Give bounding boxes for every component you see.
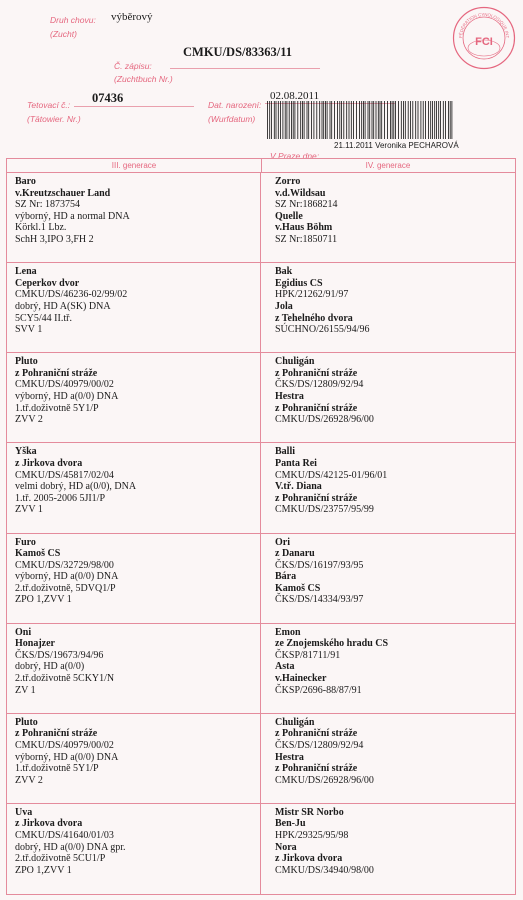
pedigree-line: z Pohraniční stráže — [275, 763, 358, 775]
pedigree-line: Ben-Ju — [275, 818, 306, 830]
pedigree-line: ze Znojemského hradu CS — [275, 638, 389, 650]
gen4-cell — [261, 804, 515, 894]
pedigree-line: Quelle — [275, 210, 303, 222]
pedigree-line: Egidius CS — [275, 277, 323, 289]
pedigree-line: ČKSP/81711/91 — [275, 649, 341, 661]
gen4-cell — [261, 443, 515, 532]
registration-number: CMKU/DS/83363/11 — [183, 45, 293, 59]
gen4-cell — [261, 714, 515, 803]
pedigree-line: CMKU/DS/23757/95/99 — [275, 504, 374, 516]
seal-center: FCI — [475, 36, 493, 48]
pedigree-line: z Jirkova dvora — [275, 853, 343, 865]
pedigree-line: Hestra — [275, 391, 304, 403]
pedigree-line: 2.tř.doživotně 5CU1/P — [15, 853, 106, 865]
pedigree-line: velmi dobrý, HD a(0/0), DNA — [15, 481, 137, 493]
pedigree-line: v.Hainecker — [275, 673, 327, 684]
gen3-cell — [7, 804, 261, 894]
pedigree-line: ČKS/DS/19673/94/96 — [15, 649, 104, 661]
birth-date-value: 02.08.2011 — [270, 90, 320, 102]
header-gen-4: IV. generace — [261, 159, 515, 173]
pedigree-line: Zorro — [275, 176, 301, 187]
pedigree-line: Balli — [275, 446, 296, 458]
pedigree-line: z Tehelného dvora — [275, 312, 353, 324]
gen4-cell — [261, 263, 515, 352]
gen3-cell — [7, 624, 261, 713]
tattoo-label-de: (Tätowier. Nr.) — [27, 114, 81, 124]
pedigree-line: Lena — [15, 266, 37, 278]
pedigree-line: Ceperkov dvor — [15, 277, 80, 289]
pedigree-line: Nora — [275, 841, 297, 853]
pedigree-line: v.d.Wildsau — [275, 187, 326, 199]
breed-label-de: (Zucht) — [50, 29, 77, 39]
pedigree-line: Jola — [275, 300, 293, 312]
pedigree-row — [7, 263, 515, 353]
pedigree-line: CMKU/DS/41640/01/03 — [15, 830, 114, 842]
pedigree-line: SÚCHNO/26155/94/96 — [275, 324, 370, 336]
pedigree-line: ZVV 1 — [15, 504, 43, 516]
pedigree-line: ČKS/DS/12809/92/94 — [275, 739, 364, 751]
pedigree-line: z Pohraniční stráže — [15, 728, 98, 740]
pedigree-row — [7, 534, 515, 624]
pedigree-line: CMKU/DS/45817/02/04 — [15, 469, 114, 481]
pedigree-line: výborný, HD a normal DNA — [15, 210, 130, 222]
pedigree-line: z Danaru — [275, 548, 315, 560]
pedigree-line: ZPO 1,ZVV 1 — [15, 864, 72, 876]
pedigree-line: Bak — [275, 266, 293, 278]
pedigree-line: v.Kreutzschauer Land — [15, 187, 111, 199]
gen3-cell — [7, 534, 261, 623]
pedigree-line: 2.tř.doživotně 5CKY1/N — [15, 673, 115, 684]
pedigree-line: HPK/21262/91/97 — [275, 289, 349, 301]
signature: 21.11.2011 Veronika PECHAROVÁ — [334, 141, 459, 150]
pedigree-line: ČKS/DS/12809/92/94 — [275, 379, 364, 391]
pedigree-line: Baro — [15, 176, 36, 187]
pedigree-line: ČKS/DS/16197/93/95 — [275, 559, 364, 571]
pedigree-line: v.Haus Böhm — [275, 222, 333, 234]
pedigree-line: ZV 1 — [15, 684, 36, 696]
pedigree-line: SZ Nr:1850711 — [275, 233, 338, 245]
pedigree-line: Pluto — [15, 716, 38, 728]
breed-label: Druh chovu: — [50, 15, 96, 25]
pedigree-line: Chuligán — [275, 356, 315, 368]
pedigree-line: Kamoš CS — [15, 548, 61, 560]
pedigree-line: SVV 1 — [15, 324, 43, 336]
pedigree-line: dobrý, HD A(SK) DNA — [15, 300, 111, 312]
tattoo-number: 07436 — [92, 91, 124, 105]
pedigree-line: z Pohraniční stráže — [275, 367, 358, 379]
gen4-cell — [261, 534, 515, 623]
pedigree-line: z Pohraniční stráže — [15, 367, 98, 379]
pedigree-line: ČKSP/2696-88/87/91 — [275, 684, 362, 696]
pedigree-line: CMKU/DS/32729/98/00 — [15, 559, 114, 571]
pedigree-row — [7, 173, 515, 263]
pedigree-line: Pluto — [15, 356, 38, 368]
pedigree-line: Körkl.1 Lbz. — [15, 222, 67, 234]
pedigree-line: výborný, HD a(0/0) DNA — [15, 751, 119, 763]
studbook-label: Č. zápisu: — [114, 61, 152, 71]
pedigree-line: CMKU/DS/34940/98/00 — [275, 864, 374, 876]
pedigree-line: SchH 3,IPO 3,FH 2 — [15, 233, 94, 245]
pedigree-line: Hestra — [275, 751, 304, 763]
pedigree-line: Furo — [15, 536, 36, 548]
pedigree-line: Panta Rei — [275, 457, 317, 469]
pedigree-line: ZVV 2 — [15, 414, 43, 426]
pedigree-line: CMKU/DS/26928/96/00 — [275, 414, 374, 426]
gen3-cell — [7, 173, 261, 262]
pedigree-line: CMKU/DS/26928/96/00 — [275, 774, 374, 786]
pedigree-row — [7, 804, 515, 894]
svg-text:FÉDÉRATION CYNOLOGIQUE INTERNA — [452, 6, 510, 39]
pedigree-row — [7, 714, 515, 804]
pedigree-line: ZPO 1,ZVV 1 — [15, 594, 72, 606]
pedigree-line: výborný, HD a(0/0) DNA — [15, 391, 119, 403]
gen4-cell — [261, 173, 515, 262]
pedigree-line: CMKU/DS/40979/00/02 — [15, 379, 114, 391]
pedigree-line: CMKU/DS/40979/00/02 — [15, 739, 114, 751]
pedigree-line: CMKU/DS/46236-02/99/02 — [15, 289, 128, 301]
pedigree-line: 1.tř.doživotně 5Y1/P — [15, 402, 99, 414]
pedigree-line: Ori — [275, 536, 290, 548]
pedigree-line: V.tř. Diana — [275, 481, 322, 493]
pedigree-line: Bára — [275, 571, 297, 583]
pedigree-line: z Pohraniční stráže — [275, 728, 358, 740]
birth-date-label: Dat. narození: — [208, 100, 262, 110]
birth-date-label-de: (Wurfdatum) — [208, 114, 256, 124]
pedigree-line: Uva — [15, 806, 33, 818]
pedigree-line: Kamoš CS — [275, 582, 321, 594]
pedigree-row — [7, 624, 515, 714]
pedigree-line: CMKU/DS/42125-01/96/01 — [275, 469, 388, 481]
gen3-cell — [7, 353, 261, 442]
pedigree-line: Mistr SR Norbo — [275, 806, 344, 818]
pedigree-line: Yška — [15, 446, 37, 458]
issued-place-label: V Praze dne: — [270, 151, 320, 161]
pedigree-line: 2.tř.doživotně, 5DVQ1/P — [15, 582, 116, 594]
pedigree-line: dobrý, HD a(0/0) — [15, 661, 85, 673]
studbook-label-de: (Zuchtbuch Nr.) — [114, 74, 173, 84]
gen4-cell — [261, 624, 515, 713]
pedigree-line: 1.tř.doživotně 5Y1/P — [15, 763, 99, 775]
pedigree-line: SZ Nr: 1873754 — [15, 199, 80, 211]
pedigree-line: Asta — [275, 661, 295, 673]
pedigree-line: Chuligán — [275, 716, 315, 728]
pedigree-row — [7, 443, 515, 533]
pedigree-line: z Pohraniční stráže — [275, 492, 358, 504]
pedigree-line: Oni — [15, 626, 32, 638]
pedigree-line: z Jirkova dvora — [15, 457, 83, 469]
pedigree-line: z Pohraniční stráže — [275, 402, 358, 414]
pedigree-line: Emon — [275, 626, 301, 638]
pedigree-line: SZ Nr:1868214 — [275, 199, 338, 211]
pedigree-line: HPK/29325/95/98 — [275, 830, 349, 842]
pedigree-row — [7, 353, 515, 443]
breed-value: výběrový — [111, 11, 153, 23]
gen3-cell — [7, 714, 261, 803]
tattoo-label: Tetovací č.: — [27, 100, 71, 110]
pedigree-line: ČKS/DS/14334/93/97 — [275, 594, 364, 606]
pedigree-line: výborný, HD a(0/0) DNA — [15, 571, 119, 583]
pedigree-table — [6, 158, 516, 895]
seal-text: FÉDÉRATION CYNOLOGIQUE INT — [457, 11, 511, 39]
barcode — [267, 101, 457, 139]
pedigree-line: dobrý, HD a(0/0) DNA gpr. — [15, 841, 126, 853]
pedigree-line: Honajzer — [15, 638, 55, 650]
gen4-cell — [261, 353, 515, 442]
pedigree-line: 5CY5/44 II.tř. — [15, 312, 72, 324]
pedigree-line: z Jirkova dvora — [15, 818, 83, 830]
pedigree-line: 1.tř. 2005-2006 5JI1/P — [15, 492, 105, 504]
gen3-cell — [7, 443, 261, 532]
gen3-cell — [7, 263, 261, 352]
fci-seal — [452, 6, 516, 70]
pedigree-line: ZVV 2 — [15, 774, 43, 786]
header-gen-3: III. generace — [7, 159, 262, 173]
